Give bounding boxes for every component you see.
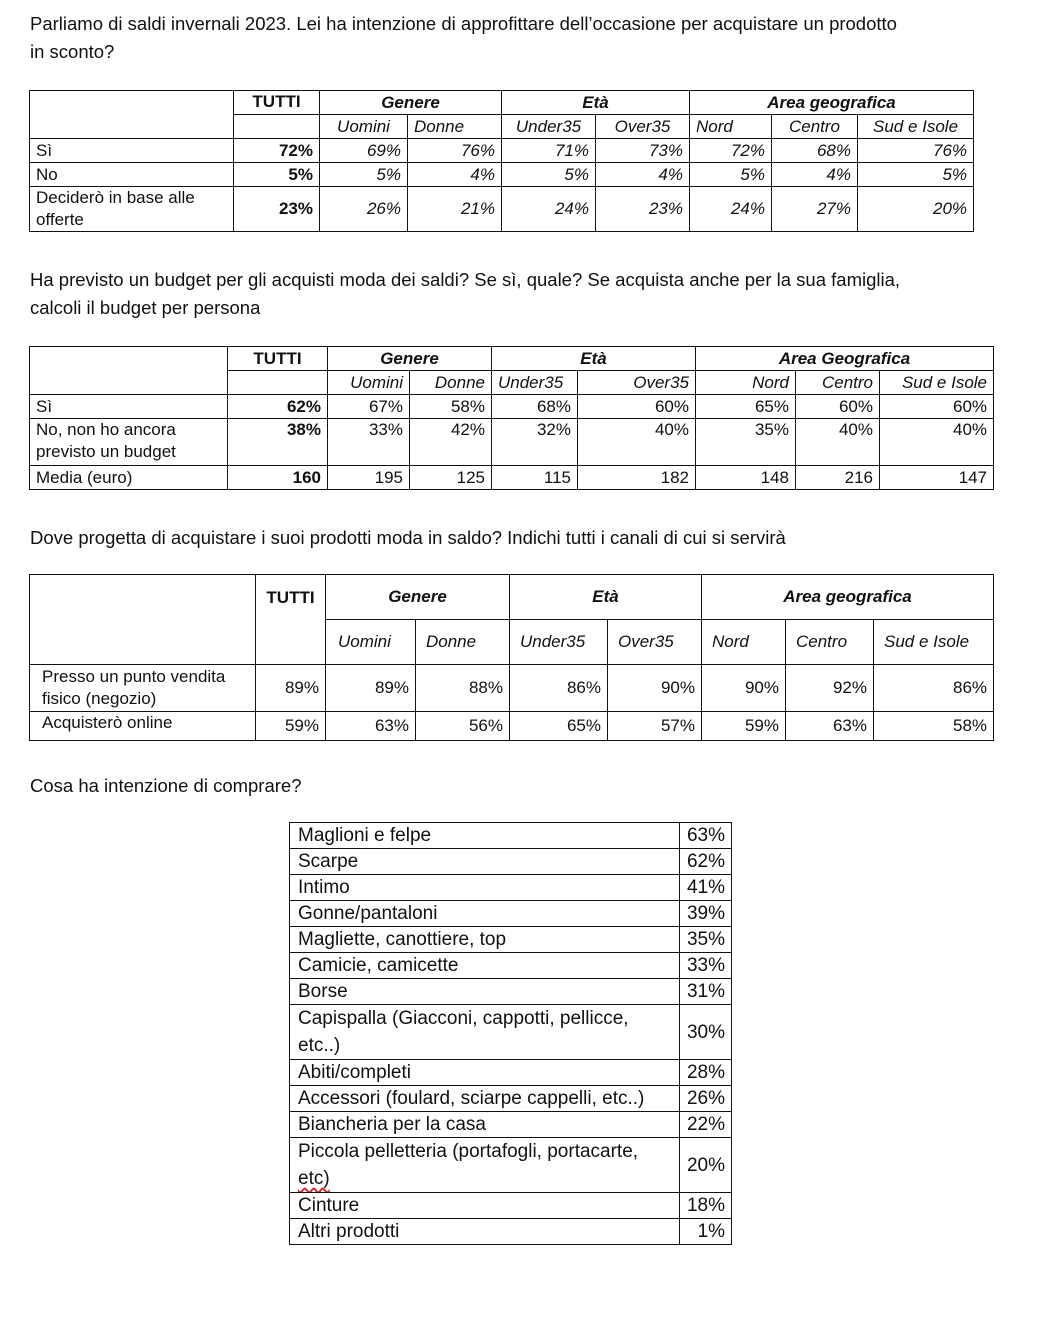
- item-label: Capispalla (Giacconi, cappotti, pellicce, etc..): [290, 1005, 680, 1060]
- q3-header-nord: Nord: [702, 620, 786, 665]
- cell: 86%: [510, 665, 608, 712]
- item-label: Gonne/pantaloni: [290, 901, 680, 927]
- cell-tutti: 62%: [228, 395, 328, 419]
- cell-tutti: 23%: [234, 187, 320, 232]
- table-row: [30, 395, 994, 419]
- list-item: [290, 1193, 732, 1219]
- cell: 182: [578, 466, 696, 490]
- cell: 148: [696, 466, 796, 490]
- item-label: Borse: [290, 979, 680, 1005]
- q3-header-tutti: TUTTI: [256, 575, 326, 665]
- item-label-line1: Piccola pelletteria (portafogli, portacarte,: [298, 1141, 639, 1162]
- q1-header-eta: Età: [502, 91, 690, 115]
- table-row: [30, 665, 994, 712]
- list-item: [290, 875, 732, 901]
- item-label: Camicie, camicette: [290, 953, 680, 979]
- q3-question: [30, 524, 786, 552]
- cell-tutti: 38%: [228, 419, 328, 466]
- q3-header-sud: Sud e Isole: [874, 620, 994, 665]
- item-value: 30%: [680, 1005, 732, 1060]
- list-item: [290, 979, 732, 1005]
- q1-header-genere: Genere: [320, 91, 502, 115]
- q2-question-line1: Ha previsto un budget per gli acquisti moda dei saldi? Se sì, quale? Se acquista anche per la sua famiglia,: [30, 269, 901, 290]
- cell: 5%: [320, 163, 408, 187]
- item-label: [290, 1138, 680, 1193]
- item-value: 31%: [680, 979, 732, 1005]
- item-label: Biancheria per la casa: [290, 1112, 680, 1138]
- q2-header-sud: Sud e Isole: [880, 371, 994, 395]
- table-row: [30, 139, 974, 163]
- table-row: [30, 163, 974, 187]
- q3-header-under35: Under35: [510, 620, 608, 665]
- item-label: Abiti/completi: [290, 1060, 680, 1086]
- q2-empty-corner: [30, 347, 228, 395]
- cell: 65%: [510, 712, 608, 741]
- cell: 60%: [578, 395, 696, 419]
- q2-header-row-1: [30, 347, 994, 371]
- item-value: 18%: [680, 1193, 732, 1219]
- cell: 21%: [408, 187, 502, 232]
- q2-header-nord: Nord: [696, 371, 796, 395]
- item-value: 41%: [680, 875, 732, 901]
- item-value: 62%: [680, 849, 732, 875]
- cell: 86%: [874, 665, 994, 712]
- cell: 60%: [880, 395, 994, 419]
- cell: 35%: [696, 419, 796, 466]
- cell-tutti: 59%: [256, 712, 326, 741]
- item-label: Intimo: [290, 875, 680, 901]
- q3-header-centro: Centro: [786, 620, 874, 665]
- cell: 23%: [596, 187, 690, 232]
- q3-header-area: Area geografica: [702, 575, 994, 620]
- q1-question: [30, 10, 897, 66]
- cell: 89%: [326, 665, 416, 712]
- item-label: Magliette, canottiere, top: [290, 927, 680, 953]
- cell: 42%: [410, 419, 492, 466]
- list-item: [290, 901, 732, 927]
- cell: 58%: [874, 712, 994, 741]
- q1-header-sud: Sud e Isole: [858, 115, 974, 139]
- cell: 24%: [502, 187, 596, 232]
- q1-table: [29, 90, 974, 232]
- cell: 71%: [502, 139, 596, 163]
- item-value: 22%: [680, 1112, 732, 1138]
- q2-question-line2: calcoli il budget per persona: [30, 297, 261, 318]
- cell: 68%: [772, 139, 858, 163]
- q3-empty-corner: [30, 575, 256, 665]
- cell: 5%: [690, 163, 772, 187]
- item-value: 28%: [680, 1060, 732, 1086]
- q3-header-over35: Over35: [608, 620, 702, 665]
- item-value: 1%: [680, 1219, 732, 1245]
- q3-table: [29, 574, 994, 741]
- q4-question-text: Cosa ha intenzione di comprare?: [30, 775, 302, 796]
- cell: 65%: [696, 395, 796, 419]
- cell: 147: [880, 466, 994, 490]
- q3-header-eta: Età: [510, 575, 702, 620]
- item-value: 26%: [680, 1086, 732, 1112]
- q2-header-centro: Centro: [796, 371, 880, 395]
- q3-question-text: Dove progetta di acquistare i suoi prodotti moda in saldo? Indichi tutti i canali di cui si servirà: [30, 527, 786, 548]
- list-item: [290, 927, 732, 953]
- list-item: [290, 1219, 732, 1245]
- table-row: [30, 466, 994, 490]
- q1-question-line2: in sconto?: [30, 41, 115, 62]
- cell: 57%: [608, 712, 702, 741]
- cell: 27%: [772, 187, 858, 232]
- cell: 67%: [328, 395, 410, 419]
- list-item: [290, 849, 732, 875]
- q2-header-area: Area Geografica: [696, 347, 994, 371]
- cell: 68%: [492, 395, 578, 419]
- cell: 56%: [416, 712, 510, 741]
- item-label: Cinture: [290, 1193, 680, 1219]
- cell: 73%: [596, 139, 690, 163]
- row-label: Sì: [30, 139, 234, 163]
- cell: 76%: [858, 139, 974, 163]
- item-value: 63%: [680, 823, 732, 849]
- cell-tutti: 89%: [256, 665, 326, 712]
- cell: 5%: [858, 163, 974, 187]
- cell: 20%: [858, 187, 974, 232]
- cell: 125: [410, 466, 492, 490]
- q2-header-donne: Donne: [410, 371, 492, 395]
- cell: 4%: [408, 163, 502, 187]
- item-label: Altri prodotti: [290, 1219, 680, 1245]
- cell: 90%: [702, 665, 786, 712]
- table-row: [30, 419, 994, 466]
- q1-header-under35: Under35: [502, 115, 596, 139]
- list-item: [290, 1060, 732, 1086]
- list-item: [290, 953, 732, 979]
- cell: 24%: [690, 187, 772, 232]
- cell: 69%: [320, 139, 408, 163]
- q1-header-tutti-sub: [234, 115, 320, 139]
- cell: 58%: [410, 395, 492, 419]
- cell: 4%: [596, 163, 690, 187]
- item-label: Scarpe: [290, 849, 680, 875]
- q2-header-tutti: TUTTI: [228, 347, 328, 371]
- list-item: [290, 823, 732, 849]
- cell: 115: [492, 466, 578, 490]
- list-item: [290, 1005, 732, 1060]
- cell: 5%: [502, 163, 596, 187]
- item-label-line2: etc): [298, 1168, 330, 1189]
- item-value: 33%: [680, 953, 732, 979]
- q1-header-nord: Nord: [690, 115, 772, 139]
- row-label: Sì: [30, 395, 228, 419]
- list-item: [290, 1138, 732, 1193]
- q3-header-genere: Genere: [326, 575, 510, 620]
- q1-header-row-1: [30, 91, 974, 115]
- q1-empty-corner: [30, 91, 234, 139]
- item-value: 39%: [680, 901, 732, 927]
- table-row: [30, 712, 994, 741]
- row-label: Deciderò in base alle offerte: [30, 187, 234, 232]
- q1-header-area: Area geografica: [690, 91, 974, 115]
- row-label: No, non ho ancora previsto un budget: [30, 419, 228, 466]
- q3-header-uomini: Uomini: [326, 620, 416, 665]
- cell: 216: [796, 466, 880, 490]
- q1-header-donne: Donne: [408, 115, 502, 139]
- cell: 4%: [772, 163, 858, 187]
- cell: 32%: [492, 419, 578, 466]
- row-label: No: [30, 163, 234, 187]
- q3-header-row-1: [30, 575, 994, 620]
- q4-table: [289, 822, 732, 1245]
- item-value: 20%: [680, 1138, 732, 1193]
- cell: 63%: [326, 712, 416, 741]
- list-item: [290, 1086, 732, 1112]
- q2-header-eta: Età: [492, 347, 696, 371]
- cell: 88%: [416, 665, 510, 712]
- item-label: Accessori (foulard, sciarpe cappelli, etc..): [290, 1086, 680, 1112]
- q1-header-over35: Over35: [596, 115, 690, 139]
- q2-header-over35: Over35: [578, 371, 696, 395]
- cell: 33%: [328, 419, 410, 466]
- q1-header-uomini: Uomini: [320, 115, 408, 139]
- q2-header-tutti-sub: [228, 371, 328, 395]
- cell: 195: [328, 466, 410, 490]
- q1-header-centro: Centro: [772, 115, 858, 139]
- cell: 92%: [786, 665, 874, 712]
- cell: 72%: [690, 139, 772, 163]
- q3-header-donne: Donne: [416, 620, 510, 665]
- list-item: [290, 1112, 732, 1138]
- cell-tutti: 5%: [234, 163, 320, 187]
- cell: 40%: [880, 419, 994, 466]
- cell-tutti: 72%: [234, 139, 320, 163]
- cell: 40%: [796, 419, 880, 466]
- q2-header-under35: Under35: [492, 371, 578, 395]
- cell: 63%: [786, 712, 874, 741]
- cell-tutti: 160: [228, 466, 328, 490]
- cell: 60%: [796, 395, 880, 419]
- cell: 90%: [608, 665, 702, 712]
- item-label: Maglioni e felpe: [290, 823, 680, 849]
- q1-header-tutti: TUTTI: [234, 91, 320, 115]
- cell: 59%: [702, 712, 786, 741]
- row-label: Acquisterò online: [30, 712, 256, 741]
- row-label: Presso un punto vendita fisico (negozio): [30, 665, 256, 712]
- row-label: Media (euro): [30, 466, 228, 490]
- cell: 40%: [578, 419, 696, 466]
- table-row: [30, 187, 974, 232]
- item-value: 35%: [680, 927, 732, 953]
- q2-question: [30, 266, 900, 322]
- cell: 76%: [408, 139, 502, 163]
- q2-table: [29, 346, 994, 490]
- q1-question-line1: Parliamo di saldi invernali 2023. Lei ha intenzione di approfittare dell’occasione per acquistare un prodotto: [30, 13, 897, 34]
- q4-question: [30, 772, 302, 800]
- q2-header-uomini: Uomini: [328, 371, 410, 395]
- q2-header-genere: Genere: [328, 347, 492, 371]
- cell: 26%: [320, 187, 408, 232]
